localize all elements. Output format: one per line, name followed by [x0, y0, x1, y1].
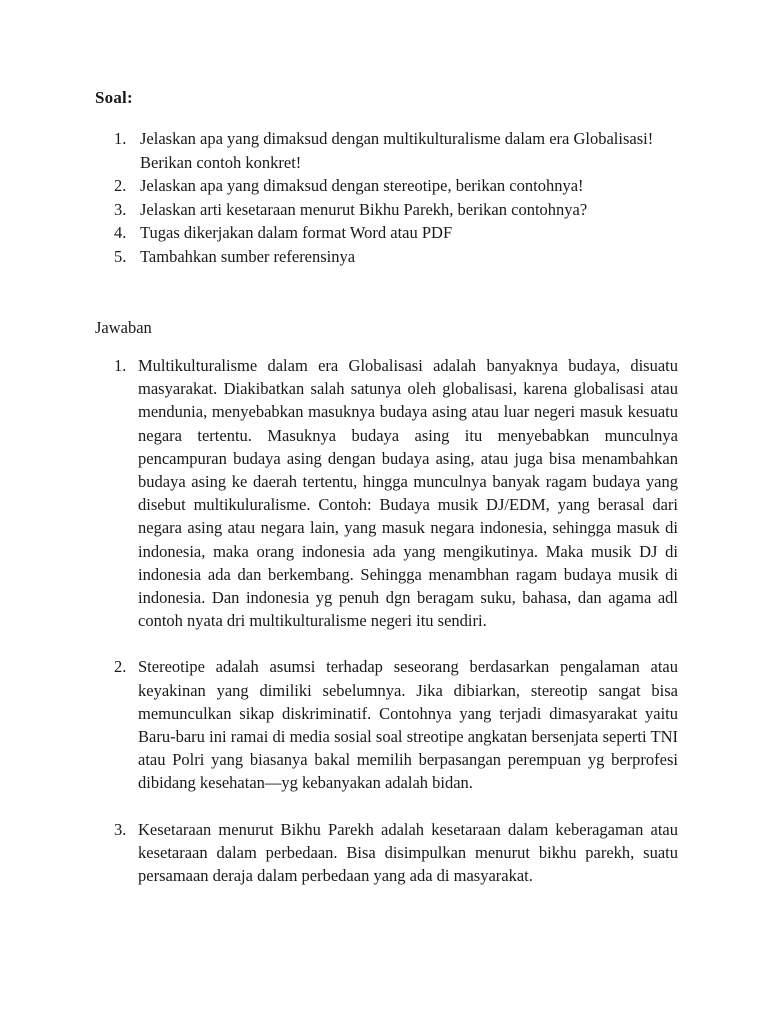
- list-number: 2.: [114, 176, 127, 195]
- soal-list: [96, 127, 696, 268]
- soal-text: Jelaskan arti kesetaraan menurut Bikhu Parekh, berikan contohnya?: [140, 199, 588, 219]
- jawaban-item: [96, 655, 678, 794]
- jawaban-heading: Jawaban: [95, 318, 152, 337]
- soal-item: [96, 174, 696, 198]
- soal-text: Tugas dikerjakan dalam format Word atau PDF: [140, 223, 453, 242]
- soal-item: [96, 198, 696, 222]
- soal-text: Tambahkan sumber referensinya: [140, 246, 356, 266]
- soal-text: Jelaskan apa yang dimaksud dengan stereotipe, berikan contohnya!: [140, 176, 584, 195]
- soal-item: [96, 221, 696, 245]
- list-number: 3.: [114, 819, 127, 839]
- soal-item: [96, 245, 696, 269]
- list-number: 4.: [114, 223, 127, 242]
- list-number: 1.: [114, 356, 127, 375]
- jawaban-text: Stereotipe adalah asumsi terhadap seseorang berdasarkan pengalaman atau keyakinan yang dimiliki sebelumnya. Jika dibiarkan, stereotip sangat bisa memunculkan sikap diskriminatif. Contohnya yang terjadi dimasyarakat yaitu Baru-baru ini ramai di media sosial soal streotipe angkatan bersenjata seperti TNI atau Polri yang biasanya bakal memilih berpasangan perempuan yg berprofesi dibidang kesehatan—yg kebanyakan adalah bidan.: [138, 657, 678, 793]
- jawaban-item: [96, 354, 678, 632]
- jawaban-list: [96, 354, 678, 887]
- list-number: 2.: [114, 657, 127, 677]
- list-number: 1.: [114, 129, 127, 148]
- soal-text: Jelaskan apa yang dimaksud dengan multikulturalisme dalam era Globalisasi! Berikan contoh konkret!: [140, 129, 654, 172]
- jawaban-item: [96, 818, 678, 888]
- jawaban-text: Multikulturalisme dalam era Globalisasi adalah banyaknya budaya, disuatu masyarakat. Diakibatkan salah satunya oleh globalisasi, karena globalisasi atau mendunia, menyebabkan masuknya budaya asing atau luar negeri masuk kesuatu negara tertentu. Masuknya budaya asing itu menyebabkan munculnya pencampuran budaya asing dengan budaya asing, atau juga bisa menambahkan budaya asing ke daerah tertentu, hingga munculnya banyak ragam budaya yang disebut multikuluralisme. Contoh: Budaya musik DJ/EDM, yang berasal dari negara asing atau negara lain, yang masuk negara indonesia, sehingga masuk di indonesia, maka orang indonesia ada yang mengikutinya. Maka musik DJ di indonesia ada dan berkembang. Sehingga menambhan ragam budaya musik di indonesia. Dan indonesia yg penuh dgn beragam suku, bahasa, dan agama adl contoh nyata dri multikulturalisme negeri itu sendiri.: [138, 356, 678, 631]
- soal-heading: Soal:: [95, 88, 133, 107]
- soal-item: [96, 127, 696, 174]
- list-number: 5.: [114, 246, 127, 266]
- jawaban-text: Kesetaraan menurut Bikhu Parekh adalah kesetaraan dalam keberagaman atau kesetaraan dalam perbedaan. Bisa disimpulkan menurut bikhu parekh, suatu persamaan deraja dalam perbedaan yang ada di masyarakat.: [138, 819, 678, 886]
- list-number: 3.: [114, 199, 127, 219]
